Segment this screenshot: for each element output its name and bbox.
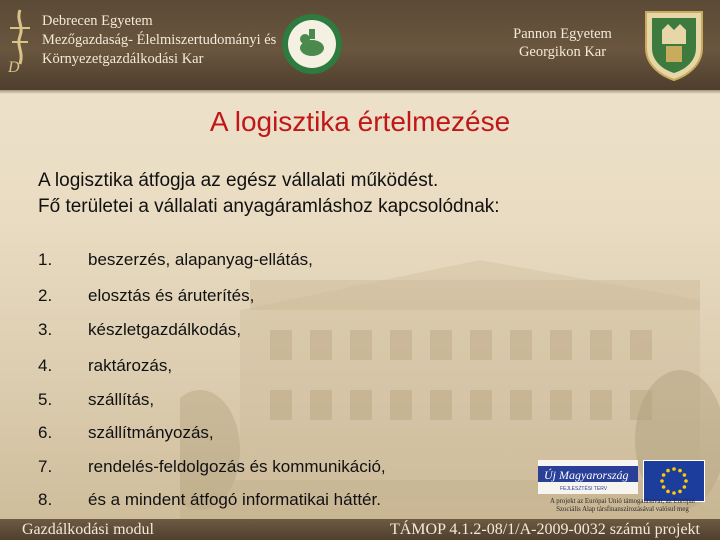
right-institution-line: Pannon Egyetem (513, 26, 612, 42)
right-institution-name (500, 25, 625, 61)
eu-funding-note-line: A projekt az Európai Unió támogatásával, az Európai (550, 498, 695, 505)
slide-title: A logisztika értelmezése (209, 106, 511, 137)
header-shadow (0, 88, 720, 94)
intro-line: Fő területei a vállalati anyagáramláshoz kapcsolódnak: (38, 196, 500, 217)
list-item-text: rendelés-feldolgozás és kommunikáció, (88, 457, 386, 476)
footer-project-id: TÁMOP 4.1.2-08/1/A-2009-0032 számú projekt (389, 521, 700, 538)
list-item-number: 5. (38, 390, 53, 409)
intro-text (38, 168, 500, 220)
list-item-number: 3. (38, 320, 53, 339)
footer-bar (0, 519, 720, 540)
right-institution-line: Georgikon Kar (518, 44, 607, 60)
list-item-number: 4. (38, 356, 53, 375)
svg-text:FEJLESZTÉSI TERV: FEJLESZTÉSI TERV (560, 486, 608, 492)
eu-flag-icon (643, 460, 705, 502)
eu-funding-block (530, 458, 715, 518)
header-bar (0, 0, 720, 90)
list-item-number: 1. (38, 250, 53, 269)
intro-line: A logisztika átfogja az egész vállalati működést. (38, 170, 439, 191)
list-item-number: 8. (38, 490, 53, 509)
left-institution-name (42, 12, 276, 69)
uj-magyarorszag-logo (538, 460, 638, 494)
left-institution-line: Debrecen Egyetem (42, 13, 153, 29)
debrecen-university-logo-icon (6, 8, 34, 74)
list-item-text: szállítmányozás, (88, 423, 214, 442)
faculty-seal-icon (281, 13, 343, 75)
eu-funding-note (530, 498, 715, 514)
list-item-text: készletgazdálkodás, (88, 320, 242, 339)
footer-module-name: Gazdálkodási modul (22, 521, 154, 538)
list-item-text: és a mindent átfogó informatikai háttér. (88, 490, 381, 509)
eu-funding-note-line: Szociális Alap társfinanszírozásával valósul meg (556, 506, 689, 513)
list-item-text: beszerzés, alapanyag-ellátás, (88, 250, 313, 269)
list-item-number: 6. (38, 423, 53, 442)
left-institution-line: Környezetgazdálkodási Kar (42, 51, 204, 67)
georgikon-shield-icon (640, 8, 708, 82)
list-item-text: szállítás, (88, 390, 155, 409)
list-item-text: elosztás és áruterítés, (88, 286, 255, 305)
list-item-number: 7. (38, 457, 53, 476)
list-item-number: 2. (38, 286, 53, 305)
left-institution-line: Mezőgazdaság- Élelmiszertudományi és (42, 32, 277, 48)
list-item-text: raktározás, (88, 356, 173, 375)
svg-text:D: D (8, 59, 20, 74)
uj-magyarorszag-logo-text: Új Magyarország (544, 468, 629, 482)
